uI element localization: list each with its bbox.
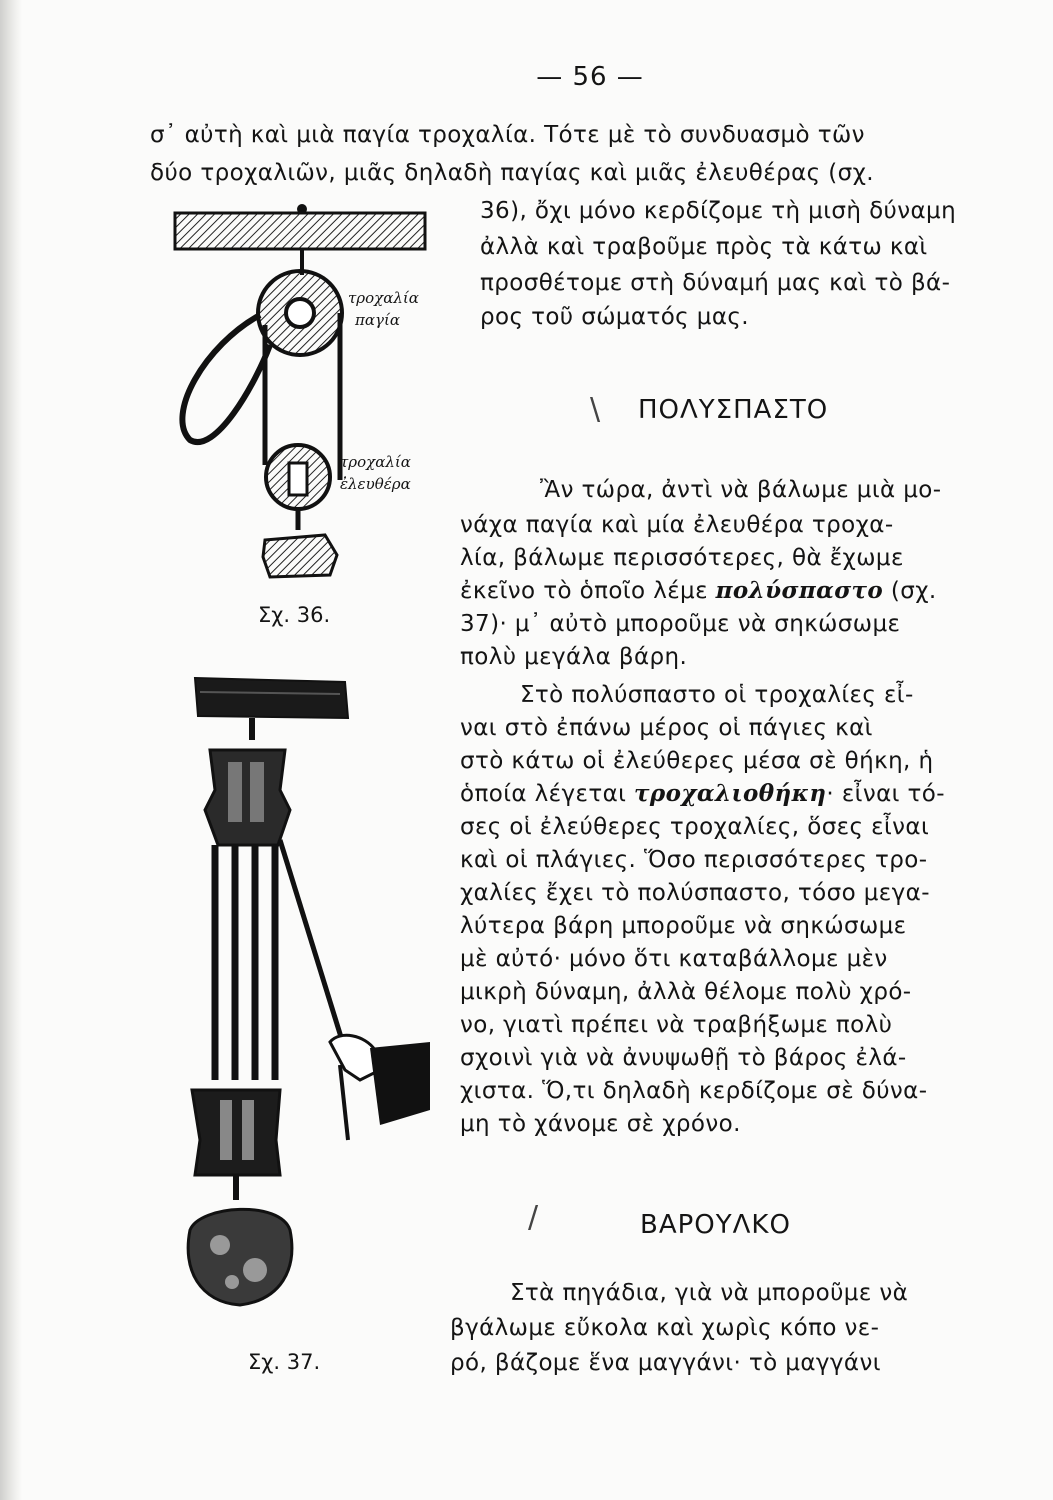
page-number: — 56 — (536, 62, 644, 92)
text-fragment: ἐκεῖνο τὸ ὁποῖο λέμε (460, 578, 716, 604)
text-line: ναι στὸ ἐπάνω μέρος οἱ πάγιες καὶ (460, 715, 873, 741)
text-line: χιστα. Ὅ,τι δηλαδὴ κερδίζομε σὲ δύνα- (460, 1078, 928, 1104)
weight-sack (188, 1209, 292, 1305)
text-line: λία, βάλωμε περισσότερες, θὰ ἔχωμε (460, 545, 904, 571)
figure-37-block-and-tackle-drawing (180, 670, 445, 1340)
text-line: σες οἱ ἐλεύθερες τροχαλίες, ὅσες εἶναι (460, 814, 930, 840)
text-fragment: · εἶναι τό- (826, 781, 945, 807)
text-line: νάχα παγία καὶ μία ἐλευθέρα τροχα- (460, 512, 894, 538)
figure-36-caption: Σχ. 36. (258, 603, 331, 627)
ceiling-beam (175, 213, 425, 249)
figure-37-caption: Σχ. 37. (248, 1350, 321, 1374)
ceiling-beam (195, 678, 348, 718)
text-line: μη τὸ χάνομε σὲ χρόνο. (460, 1111, 741, 1137)
section-heading-varoulko: ΒΑΡΟΥΛΚΟ (640, 1210, 791, 1240)
text-line: 36), ὄχι μόνο κερδίζομε τὴ μισὴ δύναμη (480, 198, 957, 224)
upper-pulley-block (205, 750, 290, 845)
text-line: πολὺ μεγάλα βάρη. (460, 644, 688, 670)
text-fragment: ὁποία λέγεται (460, 781, 635, 807)
lower-pulley-block (192, 1090, 280, 1175)
page-binding-edge (0, 0, 22, 1500)
text-fragment: (σχ. (883, 578, 937, 604)
free-pulley-label-line2: ἐλευθέρα (340, 475, 411, 493)
check-mark: \ (590, 392, 601, 427)
text-line: νο, γιατὶ πρέπει νὰ τραβήξωμε πολὺ (460, 1012, 893, 1038)
term-trochaliothiki: τροχαλιοθήκη (634, 780, 827, 807)
text-line: χαλίες ἔχει τὸ πολύσπαστο, τόσο μεγα- (460, 880, 930, 906)
text-line: στὸ κάτω οἱ ἐλεύθερες μέσα σὲ θήκη, ἡ (460, 748, 934, 774)
text-line: προσθέτομε στὴ δύναμή μας καὶ τὸ βά- (480, 270, 951, 296)
text-line: λύτερα βάρη μποροῦμε νὰ σηκώσωμε (460, 913, 907, 939)
term-polyspasto: πολύσπαστο (715, 577, 884, 604)
sleeve (370, 1042, 430, 1125)
text-line: 37)· μ᾿ αὐτὸ μποροῦμε νὰ σηκώσωμε (460, 611, 901, 637)
text-line: δύο τροχαλιῶν, μιᾶς δηλαδὴ παγίας καὶ μιᾶς ἐλευθέρας (σχ. (150, 160, 874, 186)
text-line: Στὰ πηγάδια, γιὰ νὰ μποροῦμε νὰ (510, 1280, 909, 1306)
text-line-with-term (460, 576, 937, 606)
rope (182, 315, 270, 442)
fixed-pulley-label-line2: παγία (355, 311, 400, 329)
text-line: σχοινὶ γιὰ νὰ ἀνυψωθῇ τὸ βάρος ἐλά- (460, 1045, 907, 1071)
text-line: μικρὴ δύναμη, ἀλλὰ θέλομε πολὺ χρό- (460, 979, 912, 1005)
check-mark: / (528, 1200, 539, 1235)
text-line: σ᾿ αὐτὴ καὶ μιὰ παγία τροχαλία. Τότε μὲ τὸ συνδυασμὸ τῶν (150, 122, 865, 148)
free-pulley-label-line1: τροχαλία (340, 453, 411, 471)
text-line-with-term (460, 779, 945, 809)
figure-36-pulley-drawing (165, 195, 455, 590)
text-line: Στὸ πολύσπαστο οἱ τροχαλίες εἶ- (520, 682, 914, 708)
section-heading-polyspasto: ΠΟΛΥΣΠΑΣΤΟ (638, 395, 829, 425)
text-line: ρό, βάζομε ἕνα μαγγάνι· τὸ μαγγάνι (450, 1350, 881, 1376)
text-line: βγάλωμε εὔκολα καὶ χωρὶς κόπο νε- (450, 1315, 880, 1341)
text-line: καὶ οἱ πλάγιες. Ὅσο περισσότερες τρο- (460, 847, 928, 873)
fixed-pulley-label-line1: τροχαλία (348, 289, 419, 307)
text-line: ἀλλὰ καὶ τραβοῦμε πρὸς τὰ κάτω καὶ (480, 234, 928, 260)
text-line: ρος τοῦ σώματός μας. (480, 304, 749, 330)
text-line: μὲ αὐτό· μόνο ὅτι καταβάλλομε μὲν (460, 946, 888, 972)
text-line: Ἂν τώρα, ἀντὶ νὰ βάλωμε μιὰ μο- (540, 477, 942, 503)
weight-block (263, 535, 337, 577)
